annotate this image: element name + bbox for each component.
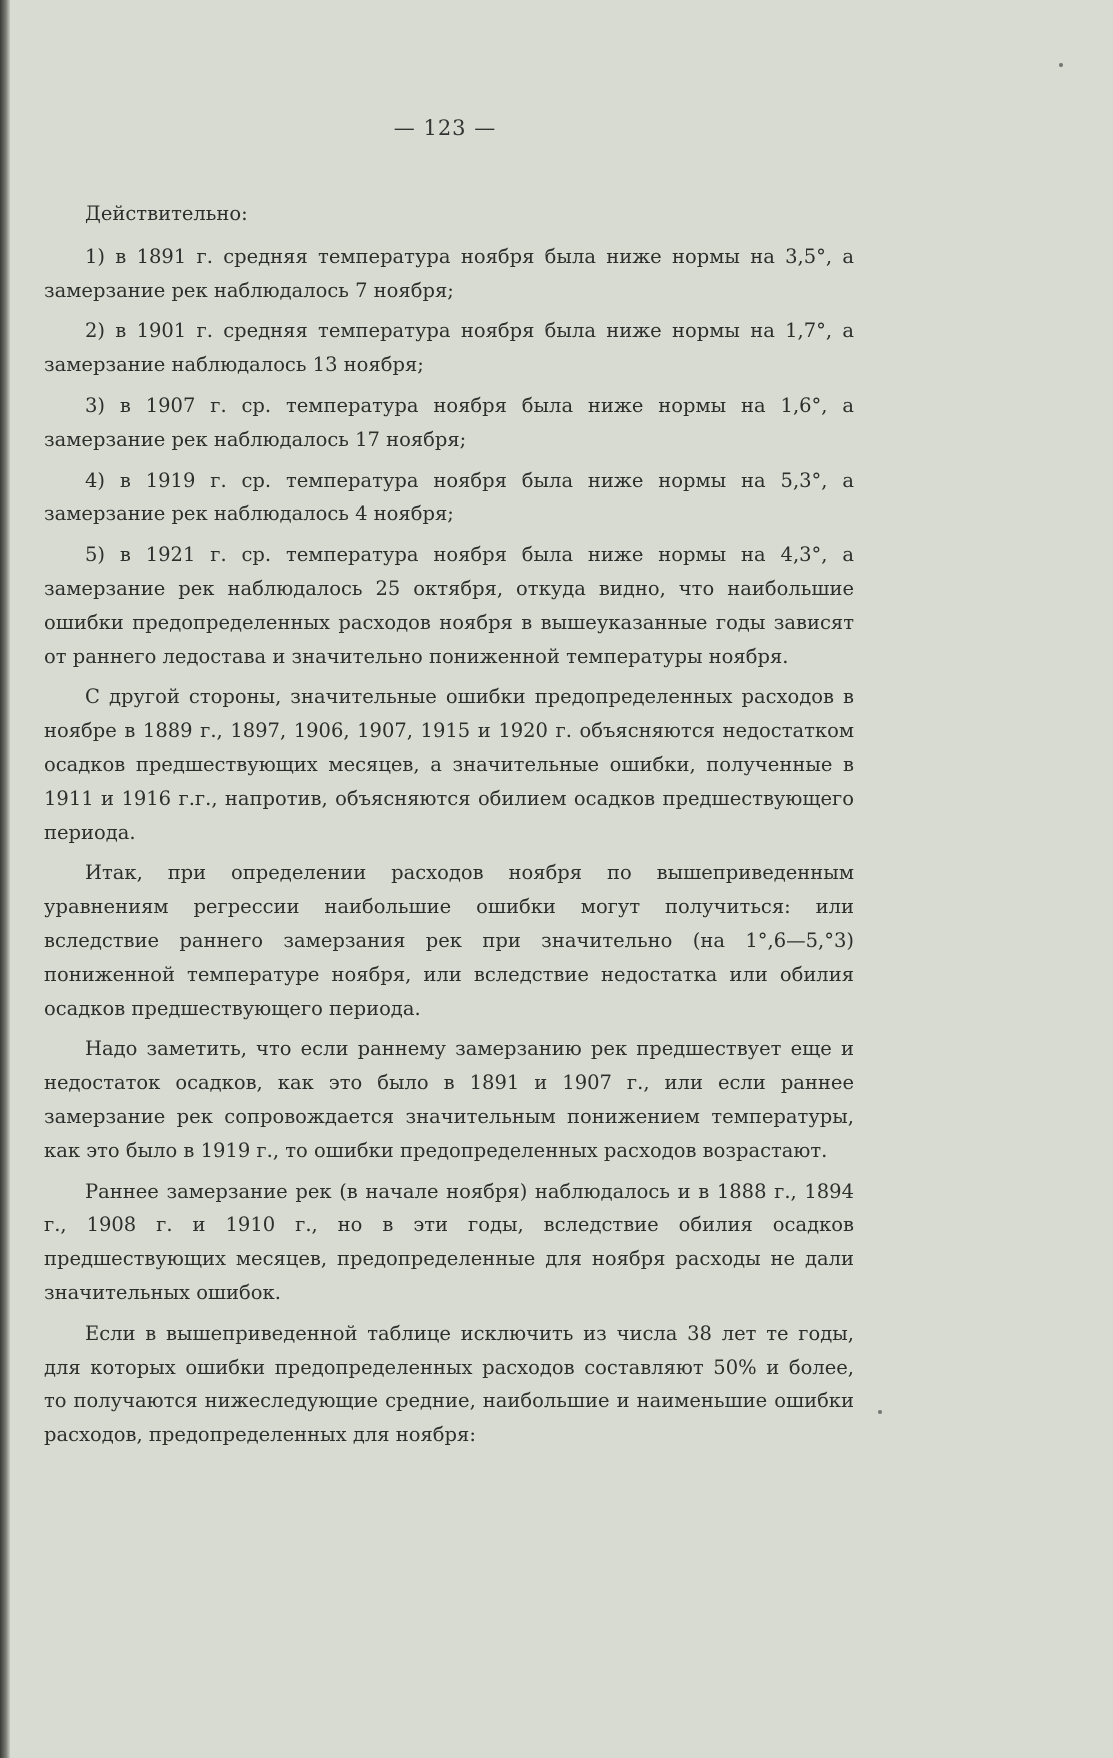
page-speck [878,1410,882,1414]
paragraph-note: Надо заметить, что если раннему замерзанию рек предшествует еще и недостаток осадков, как это было в 1891 и 1907 г., или если раннее замерзание рек сопровождается значительным понижением температуры, как это было в 1919 г., то ошибки предопределенных расходов возрастают. [44,1037,854,1162]
paragraph-item-2: 2) в 1901 г. средняя температура ноября была ниже нормы на 1,7°, а замерзание наблюдалось 13 ноября; [44,319,854,377]
paragraph-table-exclusion: Если в вышеприведенной таблице исключить из числа 38 лет те годы, для которых ошибки предопределенных расходов составляют 50% и более, то получаются нижеследующие средние, наибольшие и наименьшие ошибки расходов, предопределенных для ноября: [44,1321,854,1447]
paragraph-item-5: 5) в 1921 г. ср. температура ноября была ниже нормы на 4,3°, а замерзание рек наблюдалось 25 октября, откуда видно, что наибольшие ошибки предопределенных расходов ноября в вышеуказанные годы зависят от раннего ледостава и значительно пониженной температуры ноября. [44,543,854,668]
paragraph-item-4: 4) в 1919 г. ср. температура ноября была ниже нормы на 5,3°, а замерзание рек наблюдалось 4 ноября; [44,468,854,526]
intro-heading: Действительно: [85,202,248,225]
paragraph-early-freezing: Раннее замерзание рек (в начале ноября) наблюдалось и в 1888 г., 1894 г., 1908 г. и 1910 г., но в эти годы, вследствие обилия осадков предшествующих месяцев, предопределенные для ноября расходы не дали значительных ошибок. [44,1179,854,1304]
paragraph-other-side: С другой стороны, значительные ошибки предопределенных расходов в ноябре в 1889 г., 1897, 1906, 1907, 1915 и 1920 г. объясняются недостатком осадков предшествующих месяцев, а значительные ошибки, полученные в 1911 и 1916 г.г., напротив, объясняются обилием осадков предшествующего периода. [44,685,854,844]
paragraph-conclusion: Итак, при определении расходов ноября по вышеприведенным уравнениям регрессии наибольшие ошибки могут получиться: или вследствие раннего замерзания рек при значительно (на 1°,6—5,°3) пониженной температуре ноября, или вследствие недостатка или обилия осадков предшествующего периода. [44,861,854,1020]
page-number: — 123 — [393,116,497,140]
paragraph-item-1: 1) в 1891 г. средняя температура ноября была ниже нормы на 3,5°, а замерзание рек наблюдалось 7 ноября; [44,244,854,302]
paragraph-item-3: 3) в 1907 г. ср. температура ноября была ниже нормы на 1,6°, а замерзание рек наблюдалось 17 ноября; [44,393,854,451]
book-binding-edge [0,0,10,1758]
body-text [44,197,854,1459]
page-speck [1059,63,1063,67]
